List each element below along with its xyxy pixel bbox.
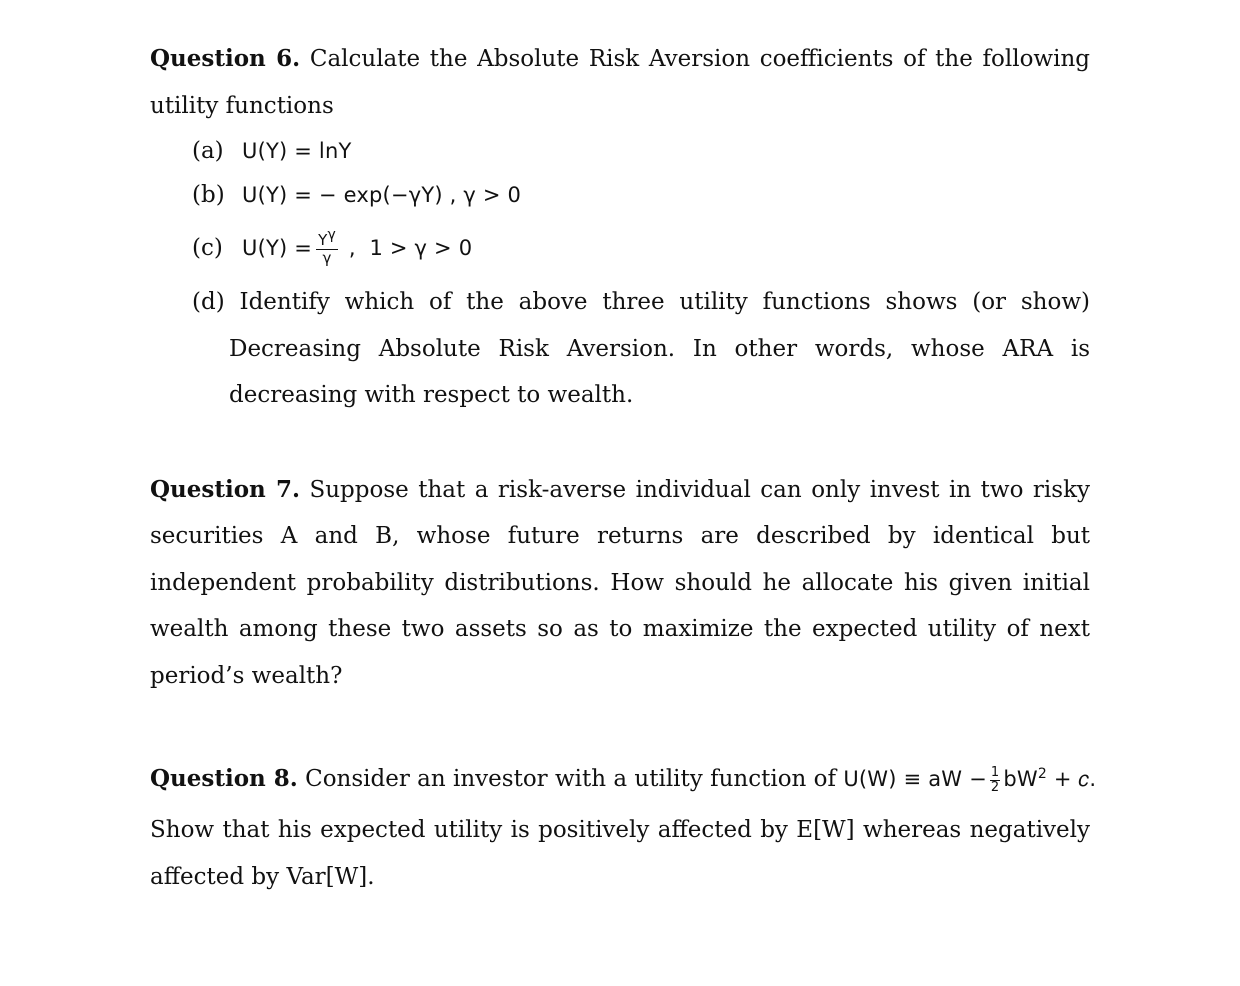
question-8-label: Question 8.	[150, 765, 298, 792]
question-7-label: Question 7.	[150, 475, 300, 503]
question-7-text: Suppose that a risk-averse individual can only invest in two risky securities A and B, whose future returns are described by identical but independent probability distributions. How should he allocate his given initial wealth among these two assets so as to maximize the expected utility of next period’s wealth?	[150, 476, 1091, 689]
document-page	[150, 36, 1097, 900]
question-8-line-1	[150, 751, 1097, 807]
question-8-text-before: Consider an investor with a utility function of	[305, 766, 837, 792]
question-8-line-2	[150, 807, 1090, 900]
item-a-label: (a)	[192, 138, 224, 164]
item-c-formula	[242, 217, 472, 279]
q8-formula-exponent: 2	[1037, 766, 1048, 782]
item-c-formula-lhs: U(Y) =	[242, 236, 313, 260]
item-c-fraction-numerator	[316, 226, 338, 250]
item-a-formula: U(Y) = lnY	[242, 139, 352, 163]
question-6-item-c	[150, 217, 1090, 279]
item-b-label: (b)	[192, 182, 225, 208]
question-6	[150, 36, 1090, 129]
item-c-num-exponent: γ	[327, 226, 336, 243]
item-c-formula-rhs: , 1 > γ > 0	[341, 236, 473, 260]
question-8-formula	[843, 764, 1097, 795]
spacer	[150, 699, 1090, 751]
q8-formula-lhs: U(W) ≡ aW −	[843, 767, 987, 791]
item-c-fraction	[316, 226, 338, 267]
item-b-formula: U(Y) = − exp(−γY) , γ > 0	[242, 183, 522, 207]
item-c-fraction-denominator: γ	[322, 248, 332, 267]
question-6-item-b	[150, 173, 1090, 217]
item-c-label: (c)	[192, 235, 223, 261]
item-d-label: (d)	[192, 289, 225, 315]
q8-formula-rhs: + 𝑐.	[1047, 767, 1097, 791]
item-d-text: Identify which of the above three utility functions shows (or show) Decreasing Absolute Risk Aversion. In other words, whose ARA is decreasing with respect to wealth.	[229, 289, 1090, 408]
q8-fraction-numerator: 1	[990, 764, 1000, 780]
question-6-text: Calculate the Absolute Risk Aversion coefficients of the following utility functions	[150, 46, 1090, 119]
q8-fraction	[990, 766, 1000, 795]
question-7	[150, 467, 1090, 700]
q8-fraction-denominator: 2	[990, 779, 1000, 795]
question-6-item-d	[192, 279, 1090, 419]
spacer	[150, 419, 1090, 467]
question-6-label: Question 6.	[150, 45, 301, 72]
question-6-item-a	[150, 129, 1090, 173]
q8-formula-mid: bW	[1003, 767, 1038, 791]
question-8-text-after: Show that his expected utility is positively affected by E[W] whereas negatively affected by Var[W].	[150, 817, 1090, 890]
item-c-num-base: Y	[318, 230, 328, 249]
